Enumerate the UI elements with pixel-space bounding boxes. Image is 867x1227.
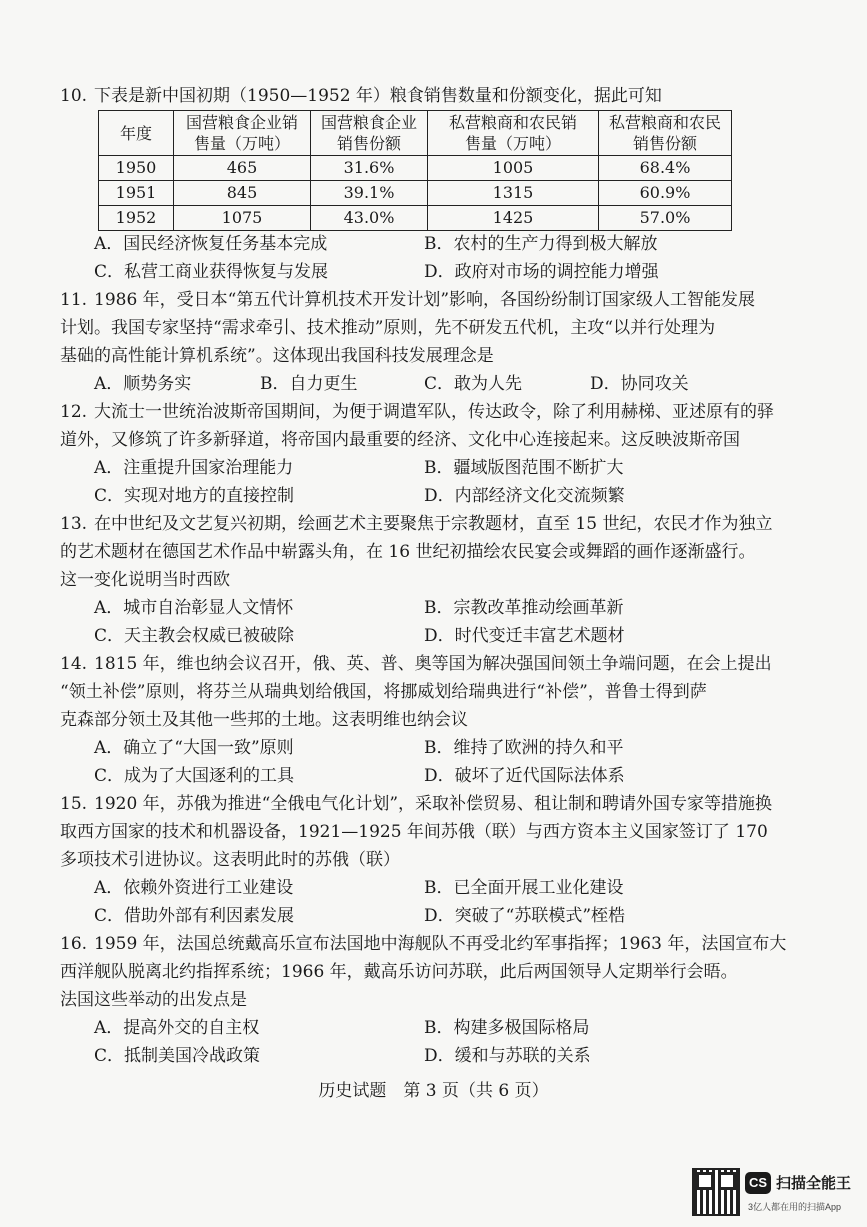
option-d: D．政府对市场的调控能力增强 — [424, 262, 659, 282]
question-14 — [60, 650, 820, 790]
camscanner-name: 扫描全能王 — [776, 1175, 852, 1192]
question-number: 10. — [60, 86, 88, 106]
question-number: 12. — [60, 402, 88, 422]
stem-line: 法国这些举动的出发点是 — [60, 990, 247, 1010]
option-b: B．维持了欧洲的持久和平 — [424, 738, 624, 758]
option-b: B．构建多极国际格局 — [424, 1018, 590, 1038]
table-cell: 1005 — [428, 156, 599, 181]
table-cell: 68.4% — [599, 156, 732, 181]
camscanner-tagline: 3亿人都在用的扫描App — [748, 1202, 842, 1212]
column-header: 年度 — [99, 111, 174, 156]
question-10-options — [60, 230, 820, 286]
stem-line: 这一变化说明当时西欧 — [60, 570, 230, 590]
column-header: 国营粮食企业 销售份额 — [311, 111, 428, 156]
table-cell: 57.0% — [599, 206, 732, 231]
stem-line: 多项技术引进协议。这表明此时的苏俄（联） — [60, 850, 400, 870]
options-row — [60, 734, 820, 762]
column-header: 私营粮商和农民 销售份额 — [599, 111, 732, 156]
question-number: 14. — [60, 654, 88, 674]
question-16 — [60, 930, 820, 1070]
stem-line: 的艺术题材在德国艺术作品中崭露头角，在 16 世纪初描绘农民宴会或舞蹈的画作逐渐盛行。 — [60, 542, 756, 562]
option-b: B．农村的生产力得到极大解放 — [424, 234, 658, 254]
camscanner-logo-icon: CS — [745, 1172, 771, 1194]
option-b: B．自力更生 — [260, 374, 358, 394]
question-11 — [60, 286, 820, 398]
option-c: C．成为了大国逐利的工具 — [94, 766, 295, 786]
option-c: C．实现对地方的直接控制 — [94, 486, 295, 506]
stem-line: 计划。我国专家坚持“需求牵引、技术推动”原则，先不研发五代机，主攻“以并行处理为 — [60, 318, 716, 338]
question-15 — [60, 790, 820, 930]
stem-line: 取西方国家的技术和机器设备，1921—1925 年间苏俄（联）与西方资本主义国家签订了 170 — [60, 822, 768, 842]
stem-line — [60, 398, 820, 426]
stem-text: 1815 年，维也纳会议召开，俄、英、普、奥等国为解决强国间领土争端问题，在会上提出 — [94, 654, 772, 674]
table-row — [99, 206, 732, 231]
stem-line: 基础的高性能计算机系统”。这体现出我国科技发展理念是 — [60, 346, 494, 366]
table-cell: 60.9% — [599, 181, 732, 206]
question-number: 11. — [60, 290, 88, 310]
option-a: A．城市自治彰显人文情怀 — [94, 598, 294, 618]
table-cell: 465 — [174, 156, 311, 181]
option-c: C．敢为人先 — [424, 374, 523, 394]
table-cell: 1075 — [174, 206, 311, 231]
option-b: B．宗教改革推动绘画革新 — [424, 598, 624, 618]
page-footer: 历史试题 第 3 页（共 6 页） — [318, 1081, 549, 1101]
option-b: B．已全面开展工业化建设 — [424, 878, 624, 898]
stem-line: 克森部分领土及其他一些邦的土地。这表明维也纳会议 — [60, 710, 468, 730]
grain-sales-table — [98, 110, 732, 231]
option-d: D．突破了“苏联模式”桎梏 — [424, 906, 626, 926]
options-row — [60, 1042, 820, 1070]
options-row — [60, 482, 820, 510]
option-d: D．破坏了近代国际法体系 — [424, 766, 625, 786]
option-a: A．确立了“大国一致”原则 — [94, 738, 294, 758]
question-12 — [60, 398, 820, 510]
option-a: A．提高外交的自主权 — [94, 1018, 260, 1038]
option-d: D．时代变迁丰富艺术题材 — [424, 626, 625, 646]
table-cell: 1315 — [428, 181, 599, 206]
table-cell: 1952 — [99, 206, 174, 231]
table-cell: 1425 — [428, 206, 599, 231]
stem-text: 1986 年，受日本“第五代计算机技术开发计划”影响，各国纷纷制订国家级人工智能发展 — [94, 290, 756, 310]
question-number: 13. — [60, 514, 88, 534]
option-c: C．天主教会权威已被破除 — [94, 626, 295, 646]
table-cell: 845 — [174, 181, 311, 206]
stem-line — [60, 510, 820, 538]
table-row — [99, 181, 732, 206]
table-cell: 43.0% — [311, 206, 428, 231]
stem-line — [60, 930, 820, 958]
question-stem — [60, 82, 820, 110]
option-d: D．内部经济文化交流频繁 — [424, 486, 625, 506]
options-row — [60, 370, 820, 398]
option-c: C．借助外部有利因素发展 — [94, 906, 295, 926]
option-b: B．疆域版图范围不断扩大 — [424, 458, 624, 478]
options-row — [60, 454, 820, 482]
table-cell: 1951 — [99, 181, 174, 206]
table-header-row — [99, 111, 732, 156]
stem-line: 西洋舰队脱离北约指挥系统；1966 年，戴高乐访问苏联，此后两国领导人定期举行会晤。 — [60, 962, 738, 982]
stem-text: 大流士一世统治波斯帝国期间，为便于调遣军队，传达政令，除了利用赫梯、亚述原有的驿 — [94, 402, 774, 422]
option-d: D．缓和与苏联的关系 — [424, 1046, 591, 1066]
stem-text: 1959 年，法国总统戴高乐宣布法国地中海舰队不再受北约军事指挥；1963 年，法国宣布大 — [94, 934, 787, 954]
stem-line: 道外，又修筑了许多新驿道，将帝国内最重要的经济、文化中心连接起来。这反映波斯帝国 — [60, 430, 740, 450]
question-number: 16. — [60, 934, 88, 954]
stem-line — [60, 286, 820, 314]
options-row — [60, 622, 820, 650]
question-10 — [60, 82, 820, 110]
options-row — [60, 762, 820, 790]
question-number: 15. — [60, 794, 88, 814]
options-row — [60, 902, 820, 930]
column-header: 私营粮商和农民销 售量（万吨） — [428, 111, 599, 156]
table-cell: 31.6% — [311, 156, 428, 181]
options-row — [60, 258, 820, 286]
options-row — [60, 1014, 820, 1042]
option-c: C．抵制美国冷战政策 — [94, 1046, 261, 1066]
stem-text: 在中世纪及文艺复兴初期，绘画艺术主要聚焦于宗教题材，直至 15 世纪，农民才作为独立 — [94, 514, 773, 534]
table-cell: 39.1% — [311, 181, 428, 206]
option-c: C．私营工商业获得恢复与发展 — [94, 262, 329, 282]
question-13 — [60, 510, 820, 650]
options-row — [60, 874, 820, 902]
option-a: A．注重提升国家治理能力 — [94, 458, 294, 478]
options-row — [60, 594, 820, 622]
stem-text: 下表是新中国初期（1950—1952 年）粮食销售数量和份额变化，据此可知 — [94, 86, 662, 106]
stem-text: 1920 年，苏俄为推进“全俄电气化计划”，采取补偿贸易、租让制和聘请外国专家等措施换 — [94, 794, 773, 814]
option-a: A．国民经济恢复任务基本完成 — [94, 234, 328, 254]
table-cell: 1950 — [99, 156, 174, 181]
option-d: D．协同攻关 — [590, 374, 689, 394]
stem-line — [60, 650, 820, 678]
options-row — [60, 230, 820, 258]
table-row — [99, 156, 732, 181]
qr-code-icon — [692, 1168, 740, 1216]
column-header: 国营粮食企业销 售量（万吨） — [174, 111, 311, 156]
option-a: A．顺势务实 — [94, 374, 192, 394]
stem-line — [60, 790, 820, 818]
stem-line: “领土补偿”原则，将芬兰从瑞典划给俄国，将挪威划给瑞典进行“补偿”，普鲁士得到萨 — [60, 682, 707, 702]
option-a: A．依赖外资进行工业建设 — [94, 878, 294, 898]
